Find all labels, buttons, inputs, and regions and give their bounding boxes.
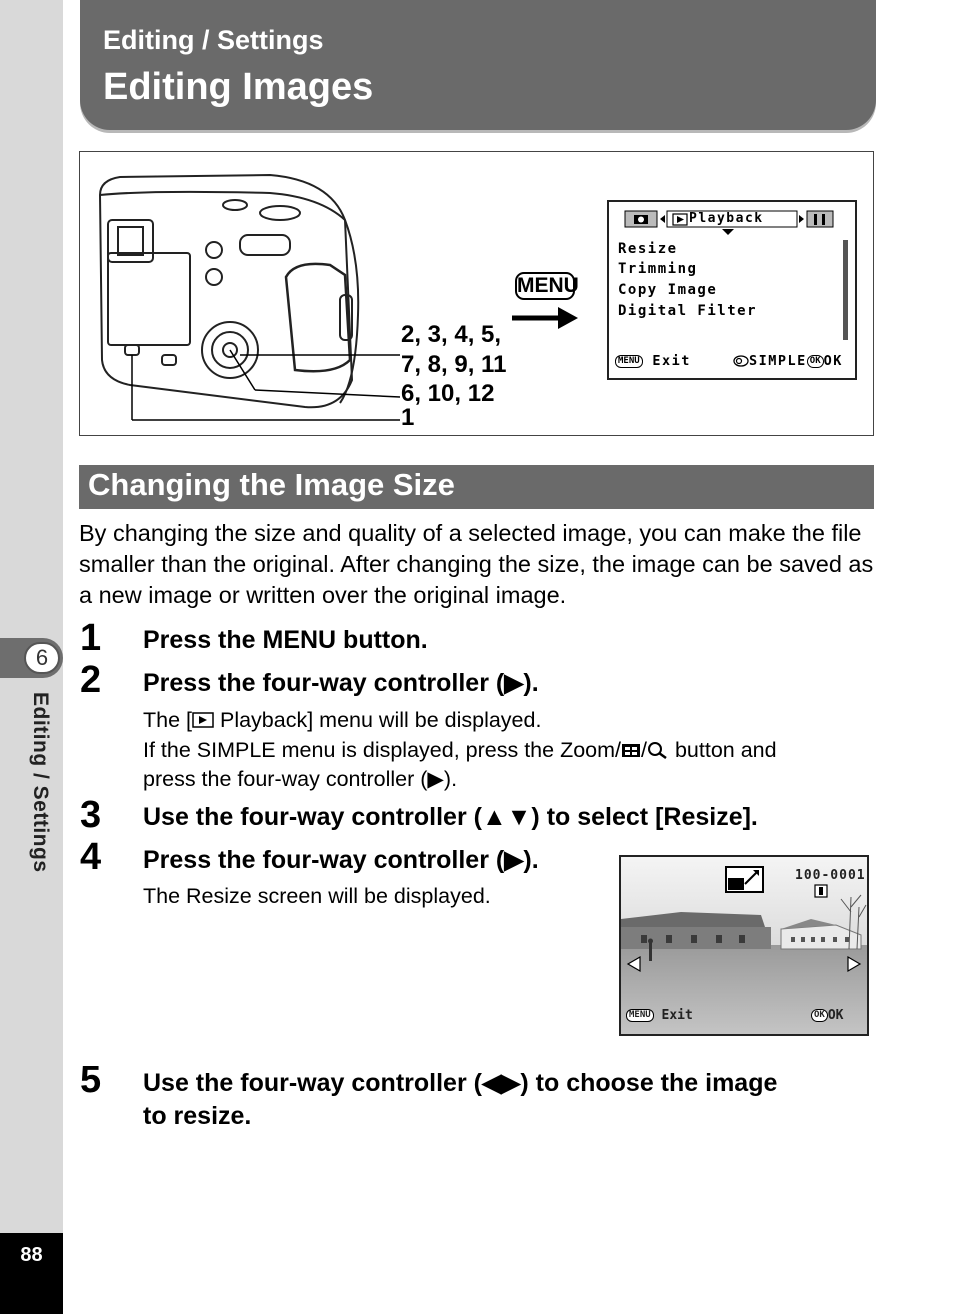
arrow-right-icon xyxy=(512,305,582,333)
step-note xyxy=(143,735,777,765)
step-text: Use the four-way controller (▲▼) to select [Resize]. xyxy=(143,803,758,831)
callout-label-3: 6, 10, 12 xyxy=(401,380,495,407)
menu-button-graphic: MENU xyxy=(515,272,575,300)
step-note: The Resize screen will be displayed. xyxy=(143,884,491,908)
step-text: Press the four-way controller (▶). xyxy=(143,846,539,874)
zoom-icon xyxy=(733,355,749,367)
step-number: 1 xyxy=(80,617,102,659)
step-number: 3 xyxy=(80,794,102,836)
photo-ok-badge: OK xyxy=(811,1009,828,1022)
lcd-item-copy-image: Copy Image xyxy=(618,282,718,298)
lcd-selector-icon xyxy=(722,229,736,237)
magnifier-icon xyxy=(647,741,669,759)
note-text: The [ xyxy=(143,708,192,732)
chapter-label: Editing / Settings xyxy=(29,692,52,873)
lcd-simple-label: SIMPLE xyxy=(749,353,807,369)
callout-label-2: 7, 8, 9, 11 xyxy=(401,351,507,378)
photo-footer-exit xyxy=(626,1008,693,1023)
lcd-footer-exit xyxy=(615,353,691,369)
photo-ok-label: OK xyxy=(827,1008,844,1023)
section-title: Changing the Image Size xyxy=(88,467,455,502)
file-number: 100-0001 xyxy=(795,868,866,883)
resize-screen-photo xyxy=(619,855,869,1036)
photo-footer-ok xyxy=(811,1008,844,1023)
lcd-tab-playback: Playback xyxy=(689,211,764,226)
lcd-ok-label: OK xyxy=(823,353,843,369)
lcd-footer-simple xyxy=(733,353,843,369)
lcd-item-resize: Resize xyxy=(618,241,678,257)
page-title: Editing Images xyxy=(103,66,374,108)
callout-label-4: 1 xyxy=(401,404,415,431)
photo-menu-badge: MENU xyxy=(626,1009,654,1022)
photo-exit-label: Exit xyxy=(661,1008,693,1023)
step-text: Use the four-way controller (◀▶) to choose the image xyxy=(143,1069,778,1097)
step-number: 5 xyxy=(80,1059,102,1101)
left-arrow-icon xyxy=(625,955,643,973)
callout-label-1: 2, 3, 4, 5, xyxy=(401,321,502,348)
step-note xyxy=(143,705,541,735)
page-number: 88 xyxy=(20,1244,43,1266)
header-subtitle: Editing / Settings xyxy=(103,25,324,55)
note-text: / xyxy=(641,738,647,762)
note-text: button and xyxy=(668,738,777,762)
lcd-playback-menu xyxy=(607,200,857,380)
note-text: Playback] menu will be displayed. xyxy=(214,708,542,732)
lcd-item-trimming: Trimming xyxy=(618,261,698,277)
lcd-menu-badge: MENU xyxy=(615,355,643,368)
resize-icon xyxy=(725,866,765,894)
right-arrow-icon xyxy=(845,955,863,973)
step-number: 2 xyxy=(80,659,102,701)
playback-icon xyxy=(192,712,214,728)
page-header xyxy=(80,0,876,130)
chapter-number: 6 xyxy=(24,642,60,674)
intro-paragraph: By changing the size and quality of a selected image, you can make the file smaller than the original. After changing the size, the image can be saved as a new image or written over the original image. xyxy=(79,520,874,608)
step-text: to resize. xyxy=(143,1102,252,1130)
lcd-ok-badge: OK xyxy=(807,355,824,368)
step-number: 4 xyxy=(80,836,102,878)
lcd-item-digital-filter: Digital Filter xyxy=(618,303,758,319)
lcd-exit-label: Exit xyxy=(652,353,691,369)
step-text: Press the four-way controller (▶). xyxy=(143,669,539,697)
protect-icon xyxy=(814,884,828,898)
thumbnail-icon xyxy=(621,742,641,758)
lcd-scrollbar xyxy=(843,240,848,340)
step-text: Press the MENU button. xyxy=(143,626,428,654)
note-text: If the SIMPLE menu is displayed, press the Zoom/ xyxy=(143,738,621,762)
step-note: press the four-way controller (▶). xyxy=(143,767,458,791)
